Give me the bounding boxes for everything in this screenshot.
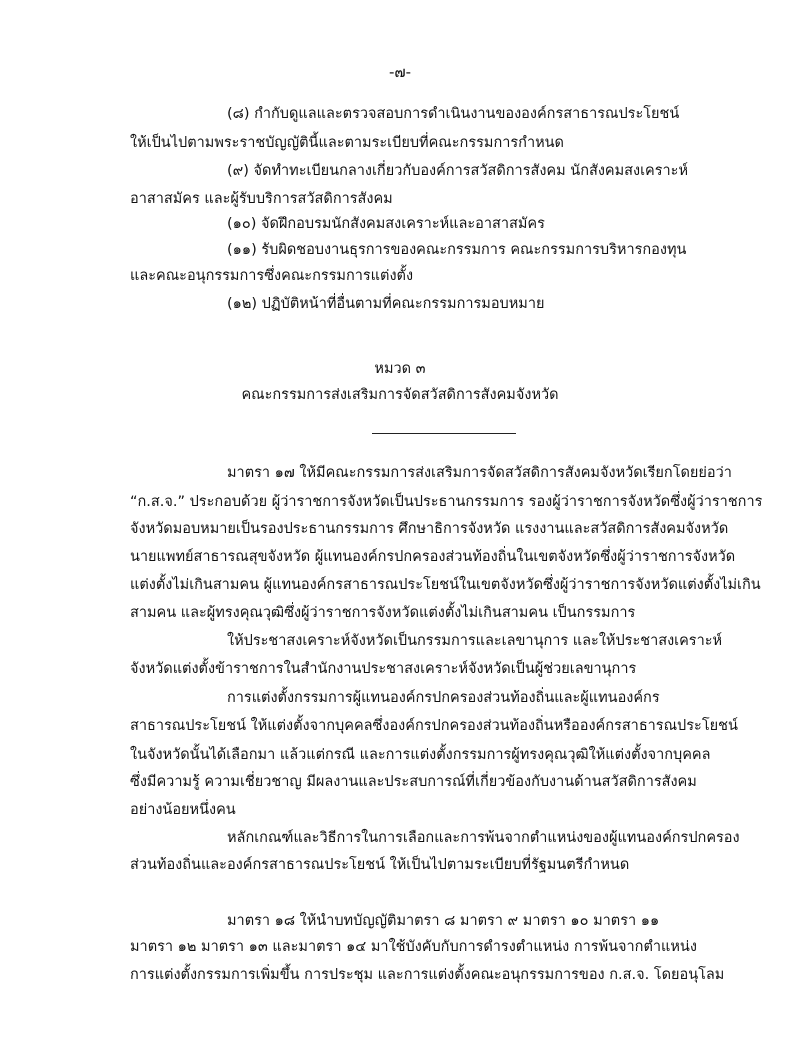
chapter-title: คณะกรรมการส่งเสริมการจัดสวัสดิการสังคมจังหวัด xyxy=(241,387,559,403)
section17-p4-line-1: หลักเกณฑ์และวิธีการในการเลือกและการพ้นจากตำแหน่งของผู้แทนองค์กรปกครอง xyxy=(227,830,740,846)
section17-p1-line-6: สามคน และผู้ทรงคุณวุฒิซึ่งผู้ว่าราชการจังหวัดแต่งตั้งไม่เกินสามคน เป็นกรรมการ xyxy=(130,605,636,621)
heading-divider xyxy=(372,433,516,434)
section17-p1-line-5: แต่งตั้งไม่เกินสามคน ผู้แทนองค์กรสาธารณประโยชน์ในเขตจังหวัดซึ่งผู้ว่าราชการจังหวัดแต่งตั้งไม่เกิน xyxy=(130,577,761,593)
item-9-line-2: อาสาสมัคร และผู้รับบริการสวัสดิการสังคม xyxy=(130,191,393,207)
page-number: -๗- xyxy=(388,63,412,81)
section18-line-2: มาตรา ๑๒ มาตรา ๑๓ และมาตรา ๑๔ มาใช้บังคับกับการดำรงตำแหน่ง การพ้นจากตำแหน่ง xyxy=(130,939,697,955)
chapter-number: หมวด ๓ xyxy=(374,361,426,377)
section17-p1-line-4: นายแพทย์สาธารณสุขจังหวัด ผู้แทนองค์กรปกครองส่วนท้องถิ่นในเขตจังหวัดซึ่งผู้ว่าราชการจังหวัด xyxy=(130,549,736,565)
item-8-line-2: ให้เป็นไปตามพระราชบัญญัตินี้และตามระเบียบที่คณะกรรมการกำหนด xyxy=(130,135,564,151)
section17-p4-line-2: ส่วนท้องถิ่นและองค์กรสาธารณประโยชน์ ให้เป็นไปตามระเบียบที่รัฐมนตรีกำหนด xyxy=(130,857,630,873)
item-8-line-1: (๘) กำกับดูแลและตรวจสอบการดำเนินงานขององค์กรสาธารณประโยชน์ xyxy=(227,106,680,122)
section17-p1-line-1: มาตรา ๑๗ ให้มีคณะกรรมการส่งเสริมการจัดสวัสดิการสังคมจังหวัดเรียกโดยย่อว่า xyxy=(227,465,732,481)
item-10-line: (๑๐) จัดฝึกอบรมนักสังคมสงเคราะห์และอาสาสมัคร xyxy=(227,216,545,232)
item-12-line: (๑๒) ปฏิบัติหน้าที่อื่นตามที่คณะกรรมการมอบหมาย xyxy=(227,296,545,312)
section17-p1-line-3: จังหวัดมอบหมายเป็นรองประธานกรรมการ ศึกษาธิการจังหวัด แรงงานและสวัสดิการสังคมจังหวัด xyxy=(130,521,729,537)
section17-p1-line-2: “ก.ส.จ.” ประกอบด้วย ผู้ว่าราชการจังหวัดเป็นประธานกรรมการ รองผู้ว่าราชการจังหวัดซึ่งผู้ว่าราชการ xyxy=(130,494,763,510)
section18-line-1: มาตรา ๑๘ ให้นำบทบัญญัติมาตรา ๘ มาตรา ๙ มาตรา ๑๐ มาตรา ๑๑ xyxy=(227,913,660,929)
section17-p3-line-4: ซึ่งมีความรู้ ความเชี่ยวชาญ มีผลงานและประสบการณ์ที่เกี่ยวข้องกับงานด้านสวัสดิการสังคม xyxy=(130,774,697,790)
section17-p3-line-2: สาธารณประโยชน์ ให้แต่งตั้งจากบุคคลซึ่งองค์กรปกครองส่วนท้องถิ่นหรือองค์กรสาธารณประโยชน์ xyxy=(130,718,738,734)
section17-p3-line-5: อย่างน้อยหนึ่งคน xyxy=(130,802,236,818)
section17-p3-line-1: การแต่งตั้งกรรมการผู้แทนองค์กรปกครองส่วนท้องถิ่นและผู้แทนองค์กร xyxy=(227,690,660,706)
section17-p2-line-2: จังหวัดแต่งตั้งข้าราชการในสำนักงานประชาสงเคราะห์จังหวัดเป็นผู้ช่วยเลขานุการ xyxy=(130,661,637,677)
section17-p3-line-3: ในจังหวัดนั้นได้เลือกมา แล้วแต่กรณี และการแต่งตั้งกรรมการผู้ทรงคุณวุฒิให้แต่งตั้งจากบุคคล xyxy=(130,747,711,763)
item-11-line-2: และคณะอนุกรรมการซึ่งคณะกรรมการแต่งตั้ง xyxy=(130,268,414,284)
item-11-line-1: (๑๑) รับผิดชอบงานธุรการของคณะกรรมการ คณะกรรมการบริหารกองทุน xyxy=(227,242,687,258)
section17-p2-line-1: ให้ประชาสงเคราะห์จังหวัดเป็นกรรมการและเลขานุการ และให้ประชาสงเคราะห์ xyxy=(227,633,723,649)
section18-line-3: การแต่งตั้งกรรมการเพิ่มขึ้น การประชุม และการแต่งตั้งคณะอนุกรรมการของ ก.ส.จ. โดยอนุโลม xyxy=(130,967,725,983)
item-9-line-1: (๙) จัดทำทะเบียนกลางเกี่ยวกับองค์การสวัสดิการสังคม นักสังคมสงเคราะห์ xyxy=(227,163,689,179)
